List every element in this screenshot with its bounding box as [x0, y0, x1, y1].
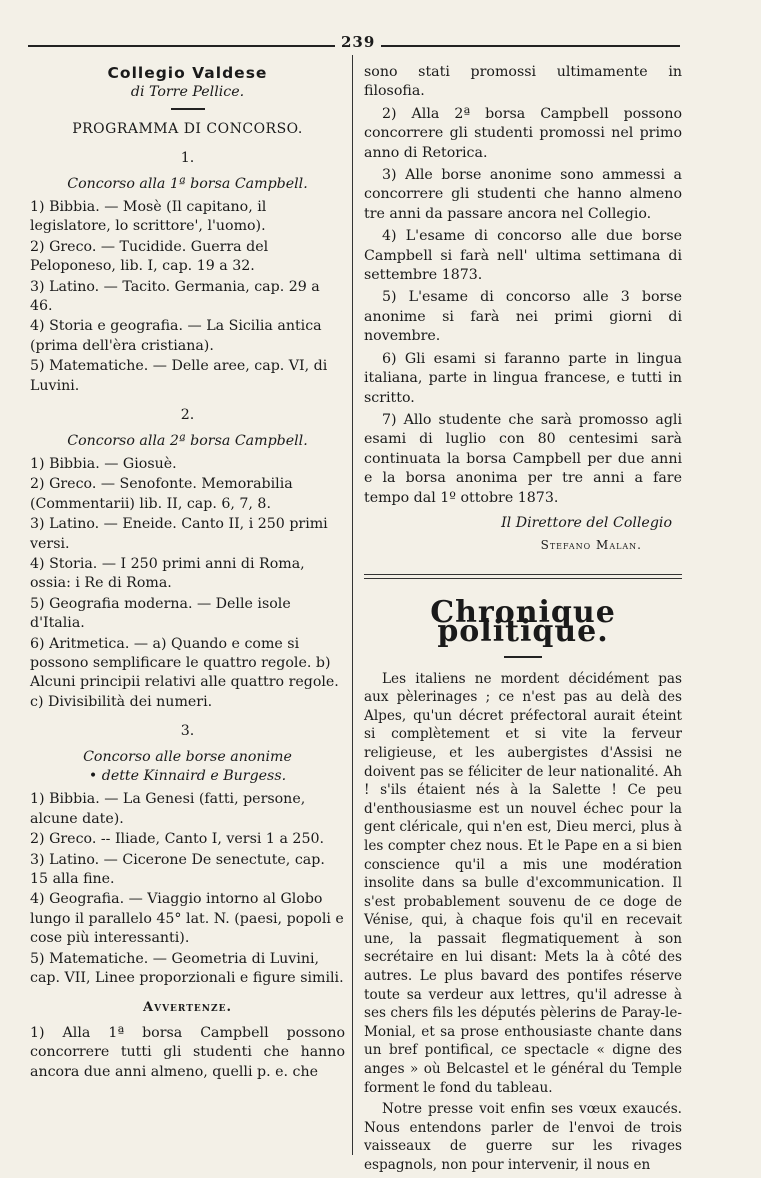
section-number: 1. — [180, 150, 195, 167]
list-item: 1) Bibbia. — La Genesi (fatti, persone, alcune date). — [30, 791, 306, 827]
chronicle-rule — [504, 656, 542, 658]
warning-title: Avvertenze. — [143, 1000, 232, 1016]
list-item: 4) Geografia. — Viaggio intorno al Globo lungo il parallelo 45° lat. N. (paesi, popoli e cose più interessanti). — [30, 891, 344, 947]
list-item: 5) Matematiche. — Geometria di Luvini, cap. VII, Linee proporzionali e figure simili. — [30, 950, 344, 987]
signoff: Il Direttore del Collegio — [501, 514, 672, 531]
continuation-text: sono stati promossi ultimamente in filosofia. — [364, 64, 682, 100]
college-location: di Torre Pellice. — [130, 84, 245, 101]
title-rule — [171, 108, 205, 110]
paragraph: 5) L'esame di concorso alle 3 borse anonime si farà nei primi giorni di novembre. — [364, 289, 682, 345]
section-heading-2: • dette Kinnaird e Burgess. — [88, 768, 287, 784]
list-item: 3) Latino. — Tacito. Germania, cap. 29 a 46. — [30, 278, 320, 315]
list-item: 1) Bibbia. — Giosuè. — [30, 455, 177, 472]
section-rule — [364, 574, 682, 579]
left-column — [30, 60, 345, 1085]
list-item: 2) Greco. — Senofonte. Memorabilia (Commentarii) lib. II, cap. 6, 7, 8. — [30, 476, 293, 512]
chronicle-paragraph: Notre presse voit enfin ses vœux exaucés. Nous entendons parler de l'envoi de trois vaisseaux de guerre sur les rivages espagnols, non pour intervenir, il nous en — [364, 1101, 682, 1173]
list-item: 3) Latino. — Eneide. Canto II, i 250 primi versi. — [30, 516, 328, 552]
section-heading: Concorso alle borse anonime — [83, 748, 292, 765]
section-2 — [30, 406, 345, 712]
page-number: 239 — [335, 33, 381, 51]
paragraph: 4) L'esame di concorso alle due borse Campbell si farà nell' ultima settimana di settembre 1873. — [364, 228, 682, 284]
section-heading: Concorso alla 1ª borsa Campbell. — [67, 175, 308, 192]
section-number: 2. — [180, 407, 195, 424]
list-item: 6) Aritmetica. — a) Quando e come si possono semplificare le quattro regole. b) Alcuni principii relativi alle quattro regole. c) Divisibilità dei numeri. — [30, 635, 339, 710]
section-heading: Concorso alla 2ª borsa Campbell. — [67, 432, 308, 449]
paragraph: 6) Gli esami si faranno parte in lingua italiana, parte in lingua francese, e tutti in scritto. — [364, 350, 682, 406]
list-item: 3) Latino. — Cicerone De senectute, cap. 15 alla fine. — [30, 851, 325, 888]
chronicle-paragraph: Les italiens ne mordent décidément pas aux pèlerinages ; ce n'est pas au delà des Alpes, qu'un décret préfectoral aurait éteint si complètement et si vite la ferveur religieuse, et les aubergistes d'Assisi ne doivent pas se féliciter de leur nationalité. Ah ! s'ils étaient nés à la Salette ! Ce peu d'enthousiasme est un nouvel échec pour la gent cléricale, qui n'en est, Dieu merci, plus à les compter chez nous. Et le Pape en a si bien conscience qu'il a mis une modération insolite dans sa bulle d'excommunication. Il s'est probablement souvenu de ce doge de Vénise, qui, à chaque fois qu'il en recevait une, la passait flegmatiquement à son secrétaire en lui disant: Mets la à côté des autres. Le plus bavard des pontifes réserve toute sa verdeur aux lettres, qu'il adresse à ses chers fils les députés pèlerins de Paray-le-Monial, et sa prose enthousiaste chante dans un bref pontifical, ce spectacle « digne des anges » où Belcastel et le général du Temple forment le fond du tableau. — [364, 670, 682, 1096]
paragraph: 7) Allo studente che sarà promosso agli esami di luglio con 80 centesimi sarà continuata la borsa Campbell per due anni e la borsa anonima per tre anni a fare tempo dal 1º ottobre 1873. — [364, 411, 682, 506]
list-item: 4) Storia e geografia. — La Sicilia antica (prima dell'èra cristiana). — [30, 318, 322, 354]
program-title: PROGRAMMA DI CONCORSO. — [72, 120, 303, 137]
column-divider — [352, 55, 353, 1155]
list-item: 4) Storia. — I 250 primi anni di Roma, ossia: i Re di Roma. — [30, 555, 305, 592]
section-3 — [30, 722, 345, 988]
signer-name: Stefano Malan. — [540, 538, 642, 553]
paragraph: 2) Alla 2ª borsa Campbell possono concorrere gli studenti promossi nel primo anno di Retorica. — [364, 105, 682, 161]
list-item: 1) Bibbia. — Mosè (Il capitano, il legislatore, lo scrittore', l'uomo). — [30, 199, 267, 235]
college-title: Collegio Valdese — [107, 64, 268, 82]
list-item: 5) Matematiche. — Delle aree, cap. VI, di Luvini. — [30, 358, 328, 394]
list-item: 5) Geografia moderna. — Delle isole d'Italia. — [30, 595, 291, 632]
list-item: 2) Greco. — Tucidide. Guerra del Peloponeso, lib. I, cap. 19 a 32. — [30, 238, 269, 275]
section-1 — [30, 149, 345, 396]
chronicle-title: Chronique politique. — [430, 594, 616, 650]
warning-paragraph: 1) Alla 1ª borsa Campbell possono concorrere tutti gli studenti che hanno ancora due anni almeno, quelli p. e. che — [30, 1024, 345, 1080]
paragraph: 3) Alle borse anonime sono ammessi a concorrere gli studenti che hanno almeno tre anni da passare ancora nel Collegio. — [364, 167, 682, 222]
right-column — [364, 60, 682, 1178]
section-number: 3. — [180, 723, 195, 740]
list-item: 2) Greco. -- Iliade, Canto I, versi 1 a 250. — [30, 831, 325, 848]
